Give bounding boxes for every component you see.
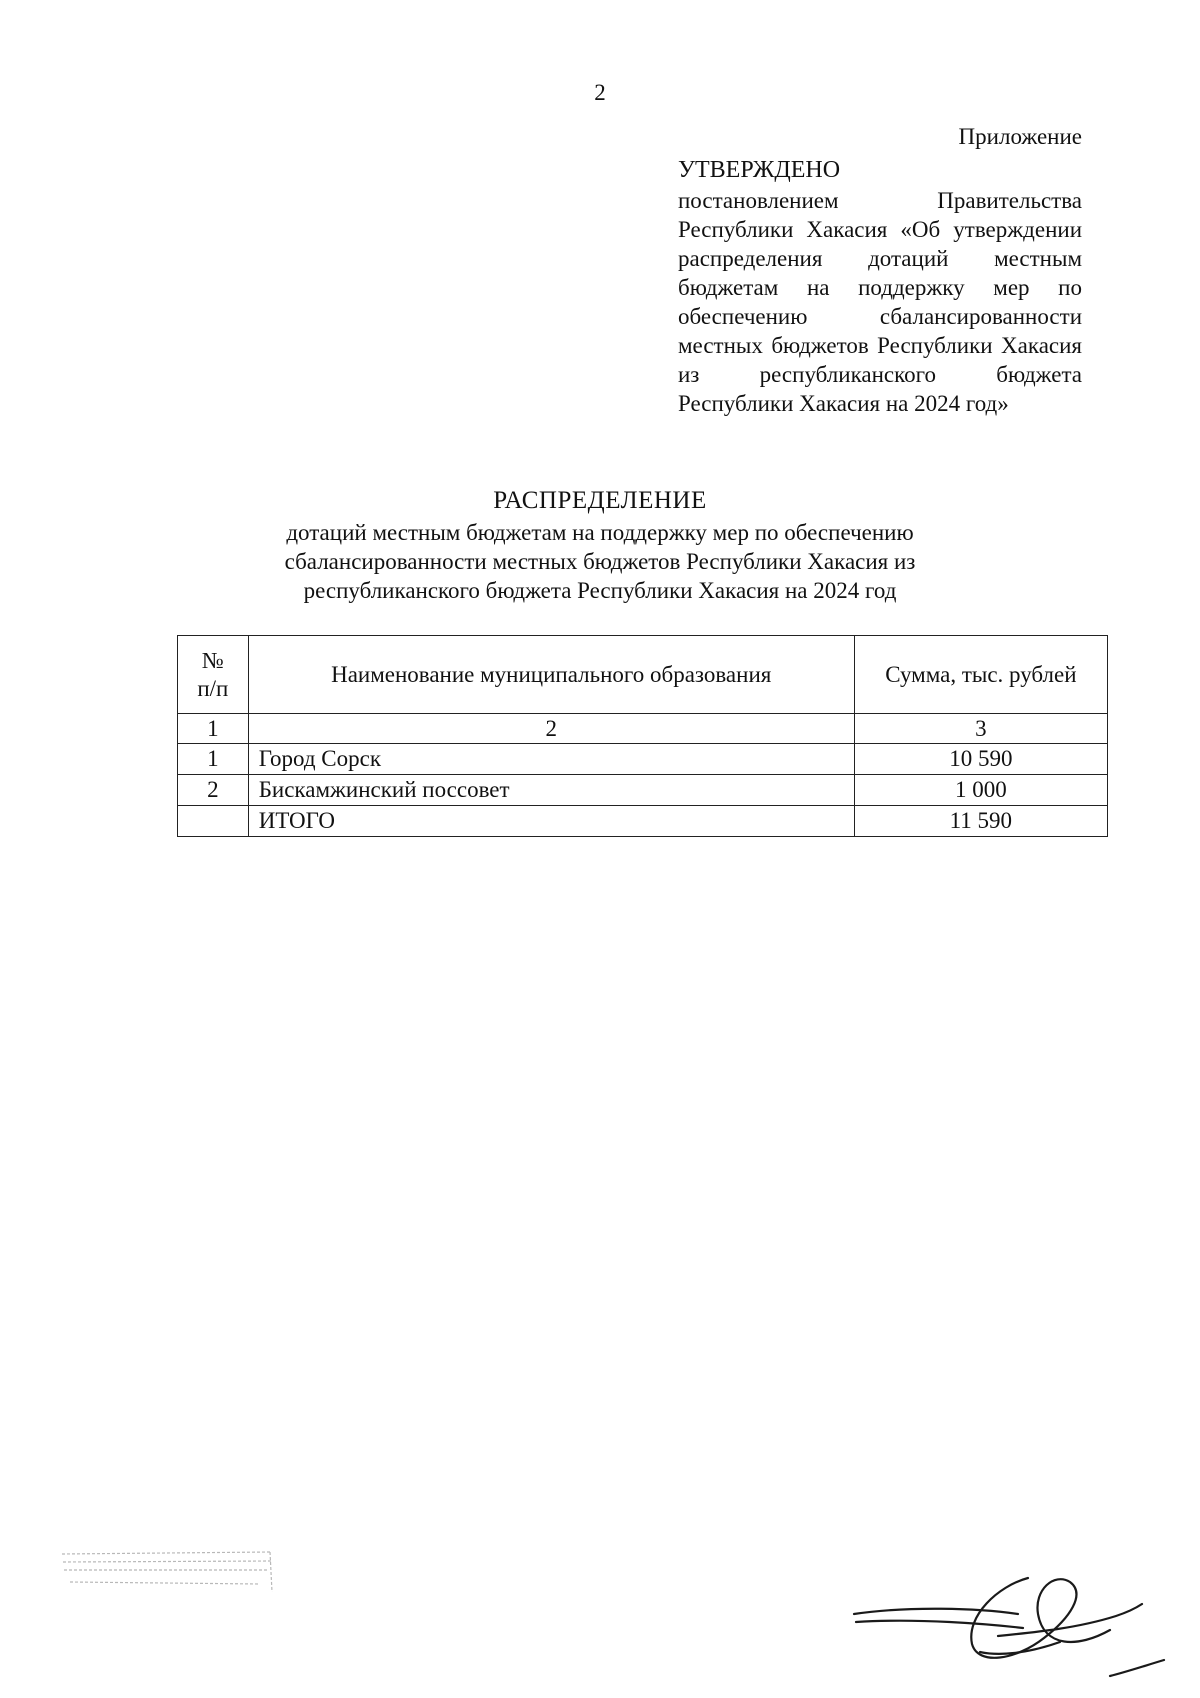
row-num: 2 <box>178 775 249 806</box>
page-number: 2 <box>594 80 606 105</box>
header-sum: Сумма, тыс. рублей <box>854 636 1107 714</box>
header-num-label: № п/п <box>197 647 229 701</box>
column-index-3: 3 <box>854 714 1107 744</box>
row-name: Бискамжинский поссовет <box>248 775 854 806</box>
row-num: 1 <box>178 744 249 775</box>
table-row <box>178 744 1108 775</box>
row-name: Город Сорск <box>248 744 854 775</box>
column-index-1: 1 <box>178 714 249 744</box>
row-sum: 11 590 <box>854 806 1107 837</box>
signature-image <box>848 1556 1168 1696</box>
header-num <box>178 636 249 714</box>
row-name: ИТОГО <box>248 806 854 837</box>
table-header-row <box>178 636 1108 714</box>
approval-block <box>678 154 1082 418</box>
column-index-row <box>178 714 1108 744</box>
faded-stamp-image <box>60 1548 275 1598</box>
document-title <box>0 484 1200 605</box>
column-index-2: 2 <box>248 714 854 744</box>
table-row <box>178 775 1108 806</box>
approval-heading: УТВЕРЖДЕНО <box>678 157 841 183</box>
row-sum: 1 000 <box>854 775 1107 806</box>
approval-text: постановлением Правительства Республики Хакасия «Об утверждении распределения дотаций местным бюджетам на поддержку мер по обеспечению сбалансированности местных бюджетов Республики Хакасия из республиканского бюджета Республики Хакасия на 2024 год» <box>678 188 1082 416</box>
annex-label: Приложение <box>958 124 1082 149</box>
header-name: Наименование муниципального образования <box>248 636 854 714</box>
title-main: РАСПРЕДЕЛЕНИЕ <box>493 487 707 514</box>
row-sum: 10 590 <box>854 744 1107 775</box>
row-num <box>178 806 249 837</box>
distribution-table <box>177 635 1108 837</box>
table-total-row <box>178 806 1108 837</box>
title-subtitle: дотаций местным бюджетам на поддержку мер по обеспечению сбалансированности местных бюджетов Республики Хакасия из республиканского бюджета Республики Хакасия на 2024 год <box>284 520 916 603</box>
